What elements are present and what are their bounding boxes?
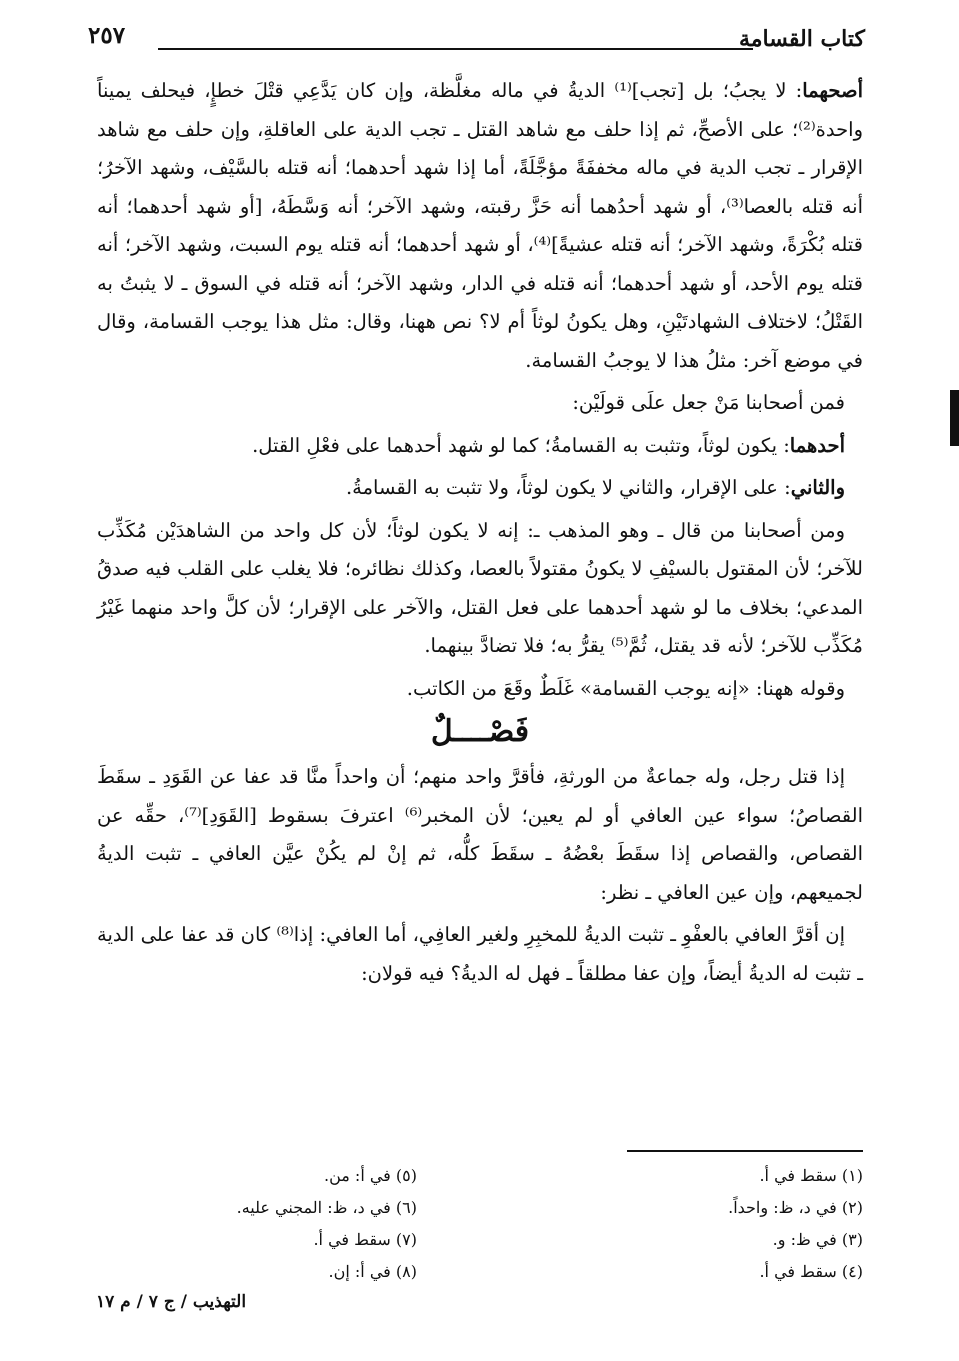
paragraph-text: إذا قتل رجل، وله جماعةٌ من الورثةِ، فأقرَّ واحد منهم؛ أن واحداً منَّا قد عفا عن القَوَدِ ـ سقَطَ القصاصُ؛ سواء عين العافي أو لم يعين؛ لأن المخبر⁽⁶⁾ اعترفَ بسقوط [القَوَدِ]⁽⁷⁾، حقِّه عن القصاص، والقصاص إذا سقَطَ بعْضُهُ ـ سقَطَ كلُّه، ثم إنْ لم يكُنْ عيَّن العافي ـ تثبت الديةُ لجميعهم، وإن عين العافي ـ نظر: <box>97 765 863 904</box>
paragraph-6 <box>97 670 863 709</box>
footnote: (٥) في أ: من. <box>324 1166 417 1185</box>
paragraph-text: وقوله ههنا: «إنه يوجب القسامة» غَلَطٌ وقَعَ من الكاتب. <box>406 676 845 700</box>
printer-signature: التهذيب / ج ٧ / م ١٧ <box>96 1292 247 1312</box>
page-edge-mark <box>950 390 959 446</box>
paragraph-lead: والثاني <box>790 476 845 499</box>
footnote: (٤) سقط في أ. <box>759 1262 863 1281</box>
paragraph-5 <box>97 512 863 666</box>
footnote-rule <box>627 1150 863 1152</box>
page-number: ٢٥٧ <box>88 22 126 49</box>
paragraph-text: : على الإقرار، والثاني لا يكون لوثاً، ولا تثبت به القسامةُ. <box>345 476 791 499</box>
header-rule <box>158 48 753 50</box>
paragraph-3 <box>97 427 863 466</box>
paragraph-4 <box>97 469 863 508</box>
paragraph-1 <box>97 72 863 380</box>
paragraph-text: : لا يجبُ؛ بل [تجب]⁽¹⁾ الديةُ في ماله مغلَّظة، وإن كان يَدَّعِي قتْلَ خطإٍ، فيحلف يميناً واحدة⁽²⁾؛ على الأصحِّ، ثم إذا حلف مع شاهد القتل ـ تجب الدية على العاقلةِ، وإن حلف مع شاهد الإقرار ـ تجب الدية في ماله مخففَةً مؤجَّلَةً، أما إذا شهد أحدهما؛ أنه قتله بالسَّيْف، وشهد الآخرُ؛ أنه قتله بالعصا⁽³⁾، أو شهد أحدُهما أنه حَزَّ رقبته، وشهد الآخر؛ أنه وَسَّطَهُ، [أو شهد أحدهما؛ أنه قتله بُكْرَةً، وشهد الآخر؛ أنه قتله عشيةً]⁽⁴⁾، أو شهد أحدهما؛ أنه قتله يوم السبت، وشهد الآخر؛ أنه قتله يوم الأحد، أو شهد أحدهما؛ أنه قتله في الدار، وشهد الآخر؛ أنه قتله في السوق ـ لا يثبتُ به القَتْلُ؛ لاختلاف الشهادتَيْنِ، وهل يكونُ لوثاً أم لا؟ نص ههنا، وقال: مثل هذا يوجب القسامة، وقال في موضع آخر: مثلُ هذا لا يوجبُ القسامة. <box>97 79 863 372</box>
footnotes-column-right <box>583 1160 863 1288</box>
paragraph-text: ومن أصحابنا من قال ـ وهو المذهب ـ: إنه لا يكون لوثاً؛ لأن كل واحد من الشاهدَيْن مُكَذِّب للآخر؛ لأن المقتول بالسيْفِ لا يكونُ مقتولاً بالعصا، وكذلك نظائره؛ فلا يغلب على القلب فيه صدقُ المدعي؛ بخلاف ما لو شهد أحدهما على فعل القتل، والآخر على الإقرار؛ لأن كلَّ واحد منهما غَيْرُ مُكَذِّب للآخر؛ لأنه قد يقتل، ثُمَّ⁽⁵⁾ يقرُّ به؛ فلا تضادَّ بينهما. <box>97 518 863 657</box>
page-header <box>88 18 865 60</box>
footnote: (١) سقط في أ. <box>759 1166 863 1185</box>
footnotes-column-left <box>137 1160 417 1288</box>
footnote: (٨) في أ: إن. <box>328 1262 417 1281</box>
paragraph-2 <box>97 384 863 423</box>
paragraph-lead: أصحهما <box>802 79 863 102</box>
footnote: (٦) في د، ظ: المجني عليه. <box>236 1198 417 1217</box>
footnote: (٢) في د، ظ: واحداً. <box>728 1198 863 1217</box>
footnote: (٣) في ظ: و. <box>772 1230 863 1249</box>
running-title: كتاب القسامة <box>738 26 865 52</box>
main-text <box>97 72 863 993</box>
section-paragraph-2 <box>97 916 863 993</box>
paragraph-text: فمن أصحابنا مَنْ جعل علَى قولَيْن: <box>572 391 845 414</box>
section-paragraph-1 <box>97 758 863 912</box>
paragraph-text: : يكون لوثاً، وتثبت به القسامةُ؛ كما لو شهد أحدهما على فعْلِ القتل. <box>252 433 790 457</box>
footnote: (٧) سقط في أ. <box>313 1230 417 1249</box>
paragraph-lead: أحدهما <box>789 433 845 457</box>
paragraph-text: إن أقرَّ العافي بالعفْوِ ـ تثبت الديةُ للمخبِرِ ولغير العافِي، أما العافي: إذا⁽⁸⁾ كان قد عفا على الدية ـ تثبت له الديةُ أيضاً، وإن عفا مطلقاً ـ فهل له الديةُ؟ فيه قولان: <box>97 923 863 985</box>
section-heading: فَصْــــلٌ <box>430 714 530 749</box>
